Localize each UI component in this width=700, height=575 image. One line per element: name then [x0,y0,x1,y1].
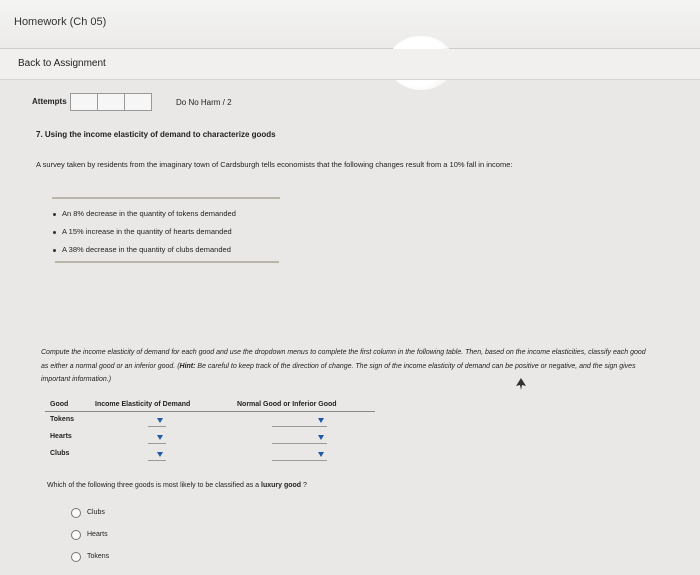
instructions-part-2: Be careful to keep track of the direction of change. The sign of the income elasticity of demand can be positive or negative, and the sign gives important information.) [41,362,636,383]
dropdown-caret-icon [318,452,324,457]
col-header-good: Good [50,401,69,408]
question-panel [0,80,700,575]
change-list [53,208,236,262]
radio-circle[interactable] [71,508,81,518]
table-header-rule [45,411,375,412]
luxury-prompt-end: ? [301,482,307,489]
dropdown-caret-icon [318,435,324,440]
elasticity-dropdown-tokens[interactable] [148,415,166,427]
radio-label: Tokens [87,553,110,560]
classification-dropdown-clubs[interactable] [272,449,327,461]
luxury-prompt-bold: luxury good [261,482,302,489]
list-item-text: A 38% decrease in the quantity of clubs demanded [62,245,231,254]
dropdown-caret-icon [157,435,163,440]
divider-top [52,197,280,199]
bullet-icon [53,213,56,216]
row-label-tokens: Tokens [50,416,74,423]
attempt-box-2 [97,93,125,111]
radio-circle[interactable] [71,552,81,562]
page-title: Homework (Ch 05) [14,16,107,28]
attempt-box-1 [70,93,98,111]
title-bar [0,0,700,49]
bullet-icon [53,249,56,252]
survey-text: A survey taken by residents from the imaginary town of Cardsburgh tells economists that the following changes result from a 10% fall in income: [36,160,513,169]
attempt-box-3 [124,93,152,111]
list-item [53,208,236,226]
elasticity-dropdown-hearts[interactable] [148,432,166,444]
bullet-icon [53,231,56,234]
luxury-prompt-start: Which of the following three goods is most likely to be classified as a [47,482,261,489]
luxury-question [47,482,307,489]
instructions-text [41,346,651,387]
question-title: 7. Using the income elasticity of demand to characterize goods [36,130,276,139]
back-to-assignment-link[interactable]: Back to Assignment [18,58,106,69]
list-item [53,244,236,262]
instructions-part-1: Compute the income elasticity of demand for each good and use the dropdown menus to complete the first column in the following table. Then, based on the income elasticities, classify each good as either a normal good or an inferior good. ( [41,349,646,370]
list-item-text: A 15% increase in the quantity of hearts demanded [62,227,232,236]
dropdown-caret-icon [157,418,163,423]
mouse-pointer-icon [516,378,526,390]
hint-label: Hint: [179,362,196,370]
radio-circle[interactable] [71,530,81,540]
col-header-classification: Normal Good or Inferior Good [237,401,337,408]
row-label-hearts: Hearts [50,433,72,440]
dropdown-caret-icon [157,452,163,457]
divider-bottom [55,261,279,263]
radio-label: Hearts [87,531,108,538]
attempts-status: Do No Harm / 2 [176,98,232,107]
dropdown-caret-icon [318,418,324,423]
elasticity-dropdown-clubs[interactable] [148,449,166,461]
nav-bar [0,49,700,80]
col-header-elasticity: Income Elasticity of Demand [95,401,191,408]
row-label-clubs: Clubs [50,450,70,457]
list-item-text: An 8% decrease in the quantity of tokens demanded [62,209,236,218]
radio-label: Clubs [87,509,105,516]
list-item [53,226,236,244]
attempts-label: Attempts [32,97,67,106]
classification-dropdown-hearts[interactable] [272,432,327,444]
classification-dropdown-tokens[interactable] [272,415,327,427]
